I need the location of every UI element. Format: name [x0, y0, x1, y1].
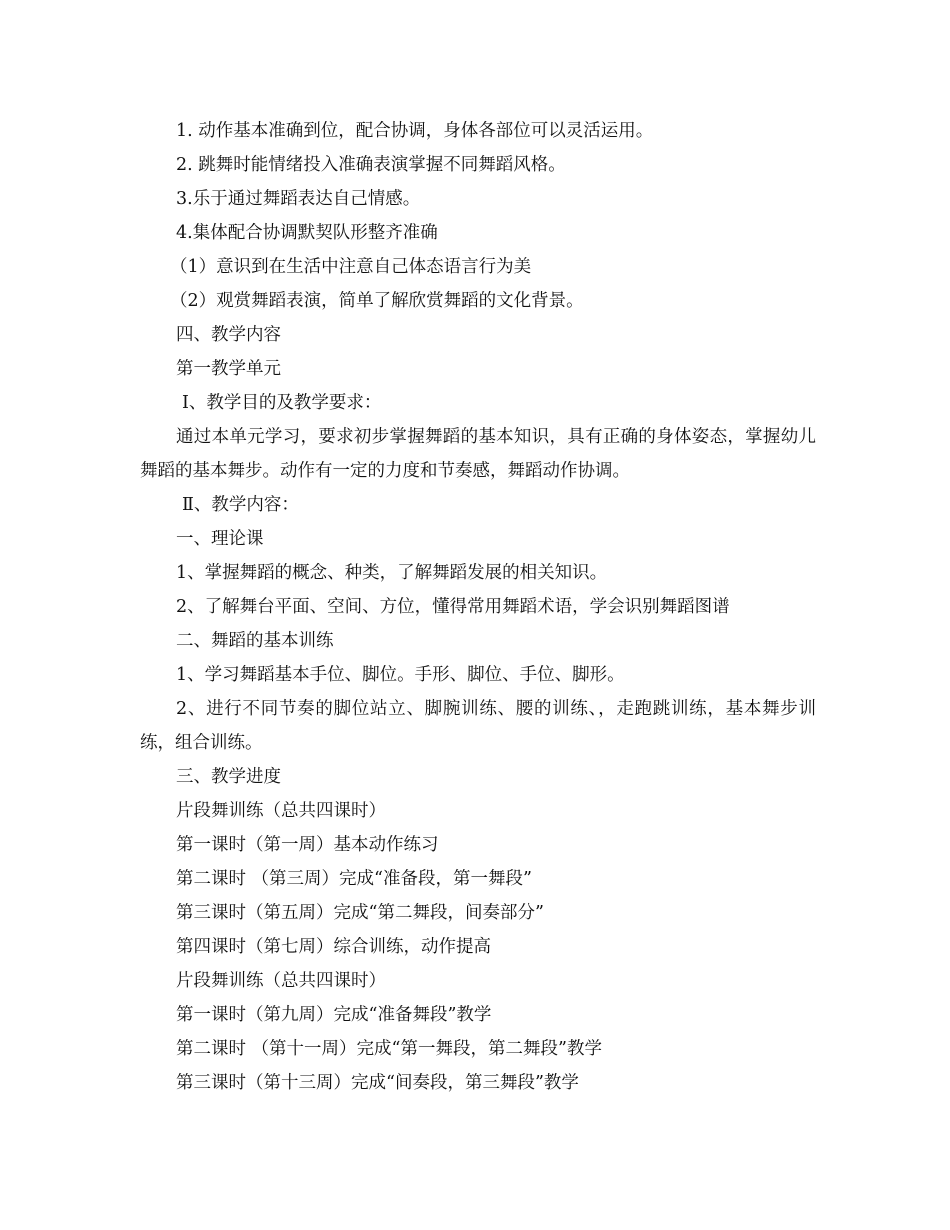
schedule-item: 第四课时（第七周）综合训练，动作提高	[176, 937, 491, 957]
goal-item-1: 1. 动作基本准确到位，配合协调，身体各部位可以灵活运用。	[176, 121, 654, 141]
goal-item-2: 2. 跳舞时能情绪投入准确表演掌握不同舞蹈风格。	[176, 155, 566, 175]
goal-item-3: 3.乐于通过舞蹈表达自己情感。	[176, 189, 421, 209]
theory-item-2: 2、了解舞台平面、空间、方位，懂得常用舞蹈术语，学会识别舞蹈图谱	[176, 597, 730, 617]
training-item-1: 1、学习舞蹈基本手位、脚位。手形、脚位、手位、脚形。	[176, 665, 625, 685]
training-item-2: 2、进行不同节奏的脚位站立、脚腕训练、腰的训练、，走跑跳训练，基本舞步训练，组合训练。	[140, 699, 816, 753]
section-heading-teaching-content: 四、教学内容	[176, 325, 281, 345]
goal-item-4: 4.集体配合协调默契队形整齐准确	[176, 223, 438, 243]
schedule-item: 第二课时 （第三周）完成“准备段，第一舞段”	[176, 869, 532, 889]
schedule-group-heading: 片段舞训练（总共四课时）	[176, 971, 386, 991]
document-body	[140, 114, 816, 1100]
goal-subitem-1: （1）意识到在生活中注意自己体态语言行为美	[170, 257, 532, 277]
unit-heading: 第一教学单元	[176, 359, 281, 379]
heading-theory: 一、理论课	[176, 529, 264, 549]
theory-item-1: 1、掌握舞蹈的概念、种类，了解舞蹈发展的相关知识。	[176, 563, 608, 583]
objectives-paragraph: 通过本单元学习，要求初步掌握舞蹈的基本知识，具有正确的身体姿态，掌握幼儿舞蹈的基本舞步。动作有一定的力度和节奏感，舞蹈动作协调。	[140, 427, 816, 481]
schedule-item: 第一课时（第一周）基本动作练习	[176, 835, 439, 855]
heading-basic-training: 二、舞蹈的基本训练	[176, 631, 334, 651]
heading-schedule: 三、教学进度	[176, 767, 281, 787]
subheading-content: Ⅱ、教学内容：	[182, 495, 299, 515]
subheading-objectives: Ⅰ、教学目的及教学要求：	[182, 393, 382, 413]
schedule-group-heading: 片段舞训练（总共四课时）	[176, 801, 386, 821]
schedule-item: 第三课时（第十三周）完成“间奏段，第三舞段”教学	[176, 1073, 579, 1093]
schedule-item: 第二课时 （第十一周）完成“第一舞段，第二舞段”教学	[176, 1039, 602, 1059]
schedule-item: 第三课时（第五周）完成“第二舞段，间奏部分”	[176, 903, 544, 923]
goal-subitem-2: （2）观赏舞蹈表演，简单了解欣赏舞蹈的文化背景。	[170, 291, 584, 311]
schedule-item: 第一课时（第九周）完成“准备舞段”教学	[176, 1005, 492, 1025]
